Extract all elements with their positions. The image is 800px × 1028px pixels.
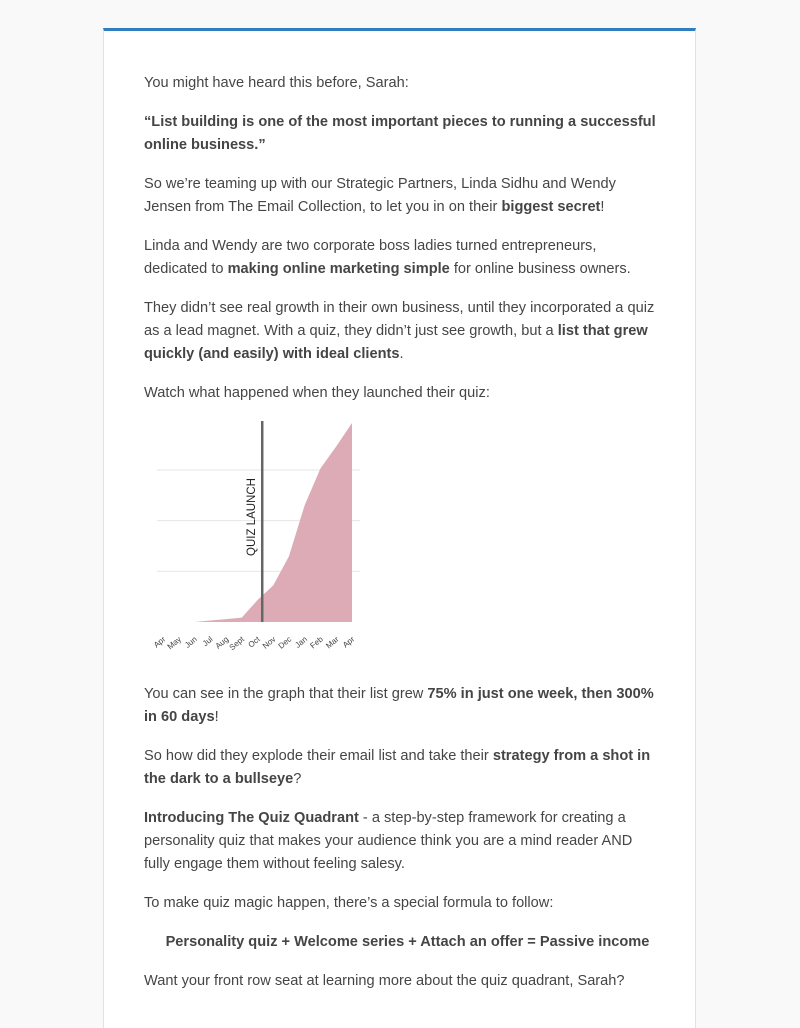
question-paragraph: So how did they explode their email list and take their strategy from a shot in the dark to a bullseye? [144,748,651,787]
greeting: You might have heard this before, Sarah: [144,75,409,91]
x-tick-label: Mar [324,634,341,651]
x-tick-label: Apr [151,634,168,650]
partners-paragraph: Linda and Wendy are two corporate boss ladies turned entrepreneurs, dedicated to making online marketing simple for online business owners. [144,238,631,277]
introducing-paragraph: Introducing The Quiz Quadrant - a step-by-step framework for creating a personality quiz that makes your audience think you are a mind reader AND fully engage them without feeling salesy. [144,810,633,872]
x-tick-label: Oct [246,634,262,650]
x-tick-label: Jul [200,634,215,649]
x-tick-label: Feb [308,634,325,651]
x-tick-label: Sept [227,634,247,653]
x-tick-label: Apr [340,634,357,650]
quiz-launch-label: QUIZ LAUNCH [246,478,259,556]
formula: Personality quiz + Welcome series + Attach an offer = Passive income [165,934,650,950]
growth-paragraph: They didn’t see real growth in their own business, until they incorporated a quiz as a lead magnet. With a quiz, they didn’t just see growth, but a list that grew quickly (and easily) with ideal clients. [144,300,655,362]
x-tick-label: Dec [276,634,294,651]
watch-paragraph: Watch what happened when they launched their quiz: [144,385,490,401]
x-tick-label: Aug [213,634,231,651]
x-tick-label: Nov [260,634,278,651]
list-growth-chart [144,421,369,661]
intro-paragraph: So we’re teaming up with our Strategic Partners, Linda Sidhu and Wendy Jensen from The Email Collection, to let you in on their biggest secret! [144,176,616,215]
x-axis-tick-labels [152,634,357,652]
closing-question: Want your front row seat at learning more about the quiz quadrant, Sarah? [144,973,625,989]
result-paragraph: You can see in the graph that their list grew 75% in just one week, then 300% in 60 days! [144,686,654,725]
x-tick-label: May [165,634,184,652]
x-tick-label: Jan [293,634,310,650]
email-card [103,28,696,1028]
chart-svg [144,421,369,661]
email-body [144,72,659,1009]
formula-intro: To make quiz magic happen, there’s a special formula to follow: [144,895,554,911]
quote: “List building is one of the most important pieces to running a successful online business.” [144,114,656,153]
x-tick-label: Jun [183,634,199,650]
